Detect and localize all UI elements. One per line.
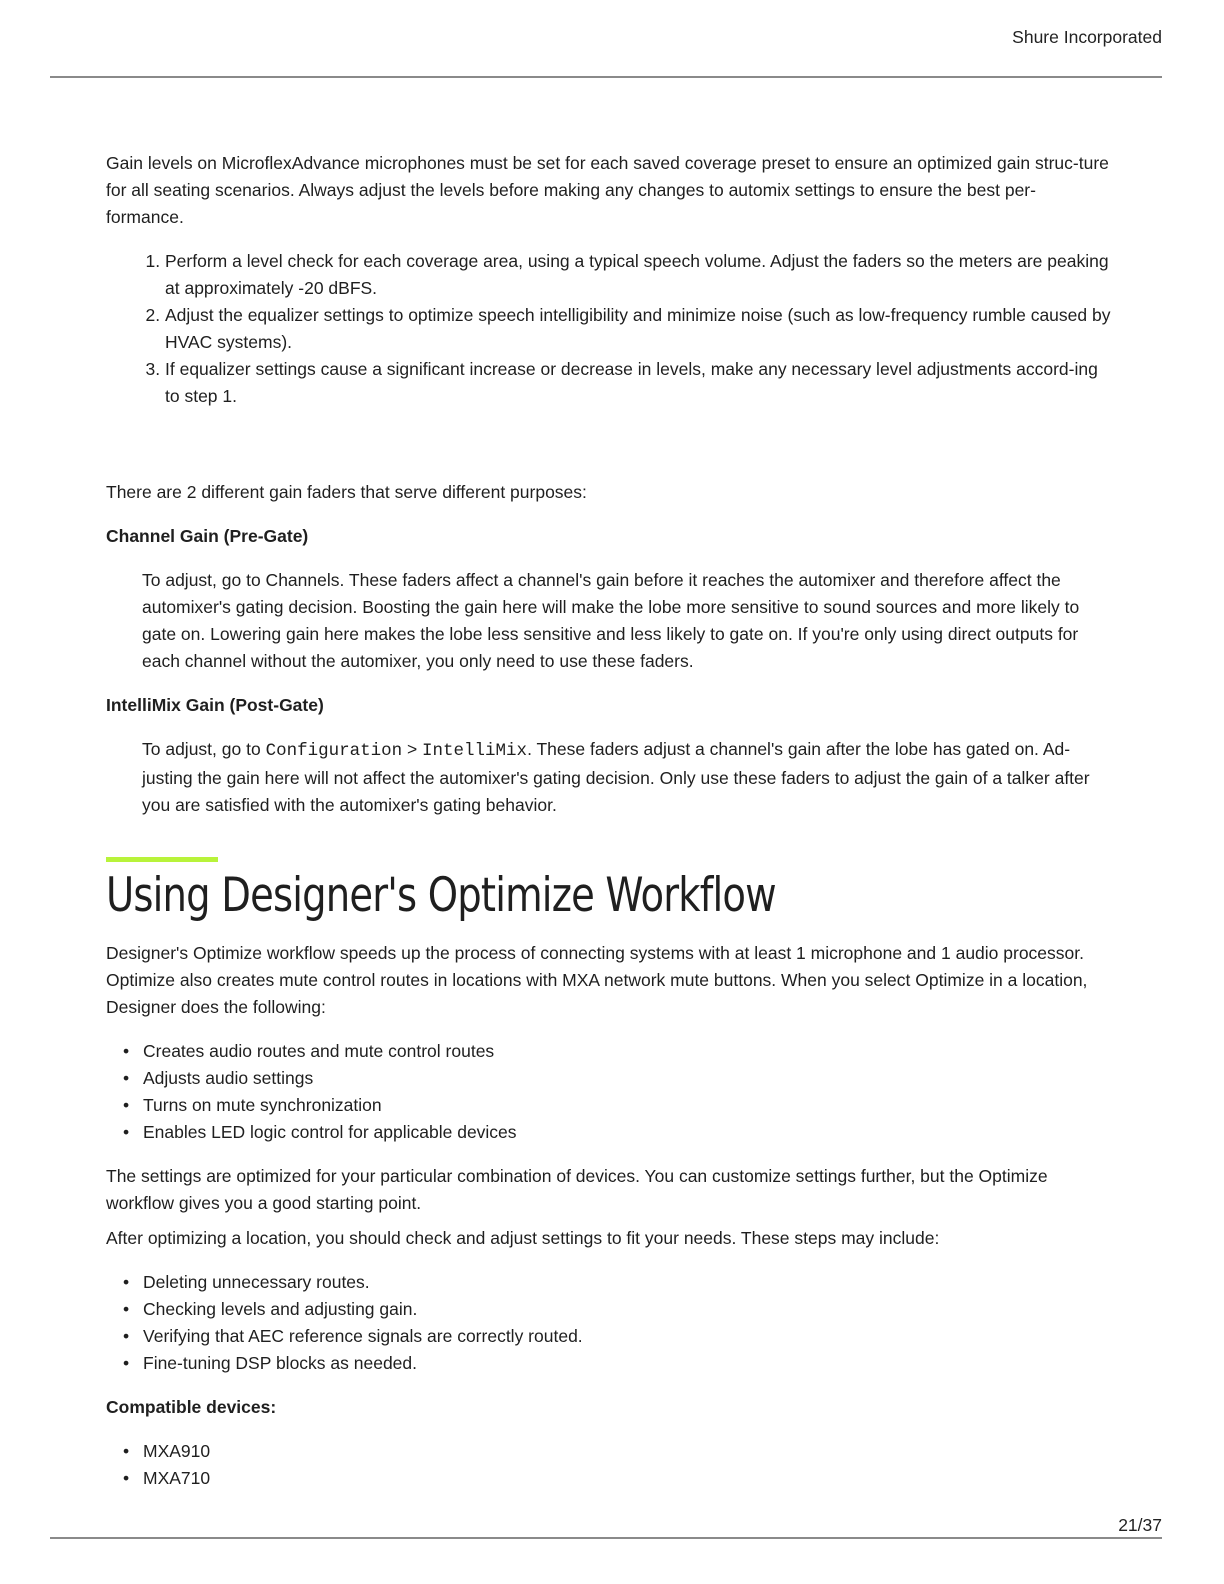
page-content [106, 150, 1111, 1509]
list-item: • Turns on mute synchronization [143, 1092, 1111, 1119]
list-item: • Verifying that AEC reference signals are correctly routed. [143, 1323, 1111, 1350]
list-item: • Adjusts audio settings [143, 1065, 1111, 1092]
gain-intro: Gain levels on MicroflexAdvance microphones must be set for each saved coverage preset to ensure an optimized gain struc-ture for all seating scenarios. Always adjust the levels before making any changes to automix settings to ensure the best per-formance. [106, 153, 1109, 227]
list-item: • Deleting unnecessary routes. [143, 1269, 1111, 1296]
section-title: Using Designer's Optimize Workflow [106, 868, 776, 923]
list-item: • Checking levels and adjusting gain. [143, 1296, 1111, 1323]
header-divider [50, 76, 1162, 78]
channel-gain-text: To adjust, go to Channels. These faders affect a channel's gain before it reaches the automixer and therefore affect the automixer's gating decision. Boosting the gain here will make the lobe more sensitive to sound sources and more likely to gate on. Lowering gain here makes the lobe less sensitive and less likely to gate on. If you're only using direct outputs for each channel without the automixer, you only need to use these faders. [142, 570, 1080, 671]
configuration-path: Configuration [265, 741, 403, 761]
compatible-devices-list [106, 1438, 1111, 1492]
list-item: • Creates audio routes and mute control routes [143, 1038, 1111, 1065]
optimize-settings-text: The settings are optimized for your particular combination of devices. You can customize settings further, but the Optimize workflow gives you a good starting point. [106, 1166, 1048, 1213]
intellimix-prefix: To adjust, go to [142, 739, 266, 759]
page-number: 21/37 [1118, 1515, 1162, 1535]
list-item: 2. Adjust the equalizer settings to optimize speech intelligibility and minimize noise (such as low-frequency rumble caused by HVAC systems). [165, 302, 1111, 356]
optimize-after-list [106, 1269, 1111, 1377]
footer-divider [50, 1537, 1162, 1539]
intellimix-gain-heading: IntelliMix Gain (Post-Gate) [106, 695, 324, 715]
intellimix-body: . These faders adjust a channel's gain after the lobe has gated on. Ad-justing the gain here will not affect the automixer's gating decision. Only use these faders to adjust the gain of a talker after you are satisfied with the automixer's gating behavior. [142, 739, 1090, 815]
channel-gain-heading: Channel Gain (Pre-Gate) [106, 526, 309, 546]
optimize-intro: Designer's Optimize workflow speeds up the process of connecting systems with at least 1 microphone and 1 audio processor. Optimize also creates mute control routes in locations with MXA network mute buttons. When you select Optimize in a location, Designer does the following: [106, 943, 1088, 1017]
optimize-after-text: After optimizing a location, you should check and adjust settings to fit your needs. These steps may include: [106, 1228, 940, 1248]
header-company: Shure Incorporated [1012, 27, 1162, 47]
list-item: • MXA910 [143, 1438, 1111, 1465]
intellimix-gain-text [106, 736, 1111, 819]
section-accent-bar [106, 857, 218, 862]
compatible-devices-heading: Compatible devices: [106, 1397, 277, 1417]
gain-steps-list [106, 248, 1111, 410]
list-item: • Enables LED logic control for applicable devices [143, 1119, 1111, 1146]
list-item: 3. If equalizer settings cause a significant increase or decrease in levels, make any necessary level adjustments accord-ing to step 1. [165, 356, 1111, 410]
optimize-actions-list [106, 1038, 1111, 1146]
faders-intro: There are 2 different gain faders that serve different purposes: [106, 482, 587, 502]
list-item: • Fine-tuning DSP blocks as needed. [143, 1350, 1111, 1377]
list-item: 1. Perform a level check for each coverage area, using a typical speech volume. Adjust the faders so the meters are peaking at approximately -20 dBFS. [165, 248, 1111, 302]
intellimix-path: IntelliMix [422, 741, 528, 761]
list-item: • MXA710 [143, 1465, 1111, 1492]
path-separator: > [402, 739, 423, 759]
